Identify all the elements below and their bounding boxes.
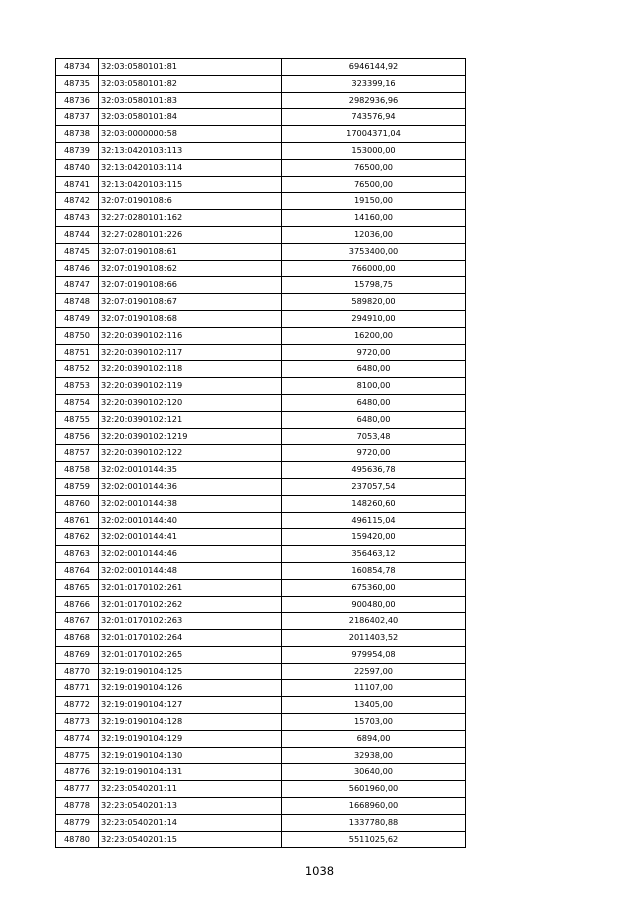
cadastral-value-cell: 76500,00 xyxy=(282,159,466,176)
cadastral-number-cell: 32:19:0190104:129 xyxy=(99,730,282,747)
table-row xyxy=(56,109,466,126)
row-number-cell: 48754 xyxy=(56,394,99,411)
table-row xyxy=(56,747,466,764)
table-row xyxy=(56,310,466,327)
row-number-cell: 48758 xyxy=(56,462,99,479)
cadastral-number-cell: 32:01:0170102:262 xyxy=(99,596,282,613)
cadastral-value-table xyxy=(55,58,466,848)
cadastral-number-cell: 32:19:0190104:131 xyxy=(99,764,282,781)
cadastral-number-cell: 32:20:0390102:116 xyxy=(99,327,282,344)
table-row xyxy=(56,630,466,647)
row-number-cell: 48736 xyxy=(56,92,99,109)
cadastral-number-cell: 32:03:0580101:84 xyxy=(99,109,282,126)
table-row xyxy=(56,613,466,630)
cadastral-value-cell: 11107,00 xyxy=(282,680,466,697)
cadastral-number-cell: 32:03:0580101:82 xyxy=(99,75,282,92)
cadastral-number-cell: 32:27:0280101:226 xyxy=(99,226,282,243)
cadastral-value-cell: 6894,00 xyxy=(282,730,466,747)
cadastral-value-cell: 153000,00 xyxy=(282,142,466,159)
cadastral-number-cell: 32:07:0190108:6 xyxy=(99,193,282,210)
row-number-cell: 48738 xyxy=(56,126,99,143)
row-number-cell: 48776 xyxy=(56,764,99,781)
cadastral-value-cell: 496115,04 xyxy=(282,512,466,529)
table-row xyxy=(56,714,466,731)
row-number-cell: 48768 xyxy=(56,630,99,647)
row-number-cell: 48762 xyxy=(56,529,99,546)
cadastral-value-cell: 356463,12 xyxy=(282,546,466,563)
row-number-cell: 48753 xyxy=(56,378,99,395)
cadastral-number-cell: 32:19:0190104:128 xyxy=(99,714,282,731)
cadastral-number-cell: 32:20:0390102:122 xyxy=(99,445,282,462)
cadastral-number-cell: 32:07:0190108:62 xyxy=(99,260,282,277)
table-row xyxy=(56,378,466,395)
cadastral-number-cell: 32:02:0010144:35 xyxy=(99,462,282,479)
cadastral-number-cell: 32:07:0190108:61 xyxy=(99,243,282,260)
table-row xyxy=(56,428,466,445)
cadastral-value-cell: 1668960,00 xyxy=(282,798,466,815)
cadastral-number-cell: 32:03:0580101:83 xyxy=(99,92,282,109)
table-row xyxy=(56,562,466,579)
cadastral-value-cell: 30640,00 xyxy=(282,764,466,781)
row-number-cell: 48764 xyxy=(56,562,99,579)
row-number-cell: 48775 xyxy=(56,747,99,764)
cadastral-number-cell: 32:20:0390102:1219 xyxy=(99,428,282,445)
cadastral-number-cell: 32:23:0540201:11 xyxy=(99,781,282,798)
row-number-cell: 48778 xyxy=(56,798,99,815)
cadastral-number-cell: 32:07:0190108:68 xyxy=(99,310,282,327)
cadastral-number-cell: 32:07:0190108:67 xyxy=(99,294,282,311)
table-row xyxy=(56,579,466,596)
cadastral-number-cell: 32:19:0190104:125 xyxy=(99,663,282,680)
table-row xyxy=(56,663,466,680)
cadastral-value-cell: 12036,00 xyxy=(282,226,466,243)
row-number-cell: 48769 xyxy=(56,646,99,663)
cadastral-value-cell: 5511025,62 xyxy=(282,831,466,848)
cadastral-value-cell: 900480,00 xyxy=(282,596,466,613)
cadastral-value-cell: 13405,00 xyxy=(282,697,466,714)
cadastral-number-cell: 32:13:0420103:114 xyxy=(99,159,282,176)
cadastral-value-cell: 979954,08 xyxy=(282,646,466,663)
cadastral-number-cell: 32:20:0390102:121 xyxy=(99,411,282,428)
row-number-cell: 48742 xyxy=(56,193,99,210)
table-row xyxy=(56,210,466,227)
table-row xyxy=(56,176,466,193)
cadastral-value-cell: 148260,60 xyxy=(282,495,466,512)
table-row xyxy=(56,344,466,361)
row-number-cell: 48756 xyxy=(56,428,99,445)
cadastral-value-cell: 294910,00 xyxy=(282,310,466,327)
table-row xyxy=(56,445,466,462)
row-number-cell: 48749 xyxy=(56,310,99,327)
row-number-cell: 48777 xyxy=(56,781,99,798)
row-number-cell: 48755 xyxy=(56,411,99,428)
row-number-cell: 48740 xyxy=(56,159,99,176)
table-row xyxy=(56,730,466,747)
cadastral-number-cell: 32:01:0170102:264 xyxy=(99,630,282,647)
table-row xyxy=(56,277,466,294)
cadastral-value-cell: 323399,16 xyxy=(282,75,466,92)
cadastral-value-cell: 5601960,00 xyxy=(282,781,466,798)
cadastral-number-cell: 32:02:0010144:38 xyxy=(99,495,282,512)
table-row xyxy=(56,92,466,109)
table-row xyxy=(56,462,466,479)
cadastral-value-cell: 19150,00 xyxy=(282,193,466,210)
table-row xyxy=(56,394,466,411)
cadastral-number-cell: 32:01:0170102:265 xyxy=(99,646,282,663)
row-number-cell: 48759 xyxy=(56,478,99,495)
table-row xyxy=(56,159,466,176)
table-row xyxy=(56,495,466,512)
cadastral-value-cell: 766000,00 xyxy=(282,260,466,277)
cadastral-value-cell: 14160,00 xyxy=(282,210,466,227)
cadastral-value-cell: 2982936,96 xyxy=(282,92,466,109)
table-row xyxy=(56,546,466,563)
row-number-cell: 48774 xyxy=(56,730,99,747)
cadastral-value-cell: 675360,00 xyxy=(282,579,466,596)
cadastral-number-cell: 32:02:0010144:41 xyxy=(99,529,282,546)
table-row xyxy=(56,814,466,831)
row-number-cell: 48746 xyxy=(56,260,99,277)
table-row xyxy=(56,798,466,815)
cadastral-value-cell: 32938,00 xyxy=(282,747,466,764)
cadastral-number-cell: 32:23:0540201:14 xyxy=(99,814,282,831)
table-row xyxy=(56,243,466,260)
row-number-cell: 48748 xyxy=(56,294,99,311)
table-row xyxy=(56,529,466,546)
row-number-cell: 48760 xyxy=(56,495,99,512)
row-number-cell: 48735 xyxy=(56,75,99,92)
row-number-cell: 48757 xyxy=(56,445,99,462)
cadastral-value-cell: 589820,00 xyxy=(282,294,466,311)
cadastral-value-cell: 159420,00 xyxy=(282,529,466,546)
table-row xyxy=(56,294,466,311)
cadastral-number-cell: 32:02:0010144:46 xyxy=(99,546,282,563)
row-number-cell: 48745 xyxy=(56,243,99,260)
cadastral-value-cell: 15703,00 xyxy=(282,714,466,731)
cadastral-number-cell: 32:01:0170102:263 xyxy=(99,613,282,630)
cadastral-value-cell: 3753400,00 xyxy=(282,243,466,260)
table-row xyxy=(56,831,466,848)
cadastral-number-cell: 32:03:0000000:58 xyxy=(99,126,282,143)
cadastral-value-cell: 237057,54 xyxy=(282,478,466,495)
cadastral-value-cell: 495636,78 xyxy=(282,462,466,479)
table-row xyxy=(56,411,466,428)
cadastral-number-cell: 32:02:0010144:36 xyxy=(99,478,282,495)
table-row xyxy=(56,142,466,159)
row-number-cell: 48773 xyxy=(56,714,99,731)
cadastral-number-cell: 32:27:0280101:162 xyxy=(99,210,282,227)
cadastral-number-cell: 32:03:0580101:81 xyxy=(99,59,282,76)
cadastral-value-cell: 7053,48 xyxy=(282,428,466,445)
row-number-cell: 48734 xyxy=(56,59,99,76)
table-row xyxy=(56,764,466,781)
page-number: 1038 xyxy=(304,864,335,878)
cadastral-value-cell: 2011403,52 xyxy=(282,630,466,647)
cadastral-number-cell: 32:23:0540201:13 xyxy=(99,798,282,815)
table-row xyxy=(56,697,466,714)
cadastral-number-cell: 32:19:0190104:127 xyxy=(99,697,282,714)
cadastral-value-cell: 1337780,88 xyxy=(282,814,466,831)
table-row xyxy=(56,361,466,378)
cadastral-number-cell: 32:13:0420103:115 xyxy=(99,176,282,193)
cadastral-value-cell: 15798,75 xyxy=(282,277,466,294)
table-body xyxy=(56,59,466,848)
cadastral-value-cell: 76500,00 xyxy=(282,176,466,193)
cadastral-value-cell: 6480,00 xyxy=(282,361,466,378)
row-number-cell: 48771 xyxy=(56,680,99,697)
cadastral-value-cell: 17004371,04 xyxy=(282,126,466,143)
cadastral-number-cell: 32:02:0010144:48 xyxy=(99,562,282,579)
row-number-cell: 48743 xyxy=(56,210,99,227)
cadastral-value-cell: 160854,78 xyxy=(282,562,466,579)
table-row xyxy=(56,260,466,277)
table-row xyxy=(56,126,466,143)
cadastral-number-cell: 32:23:0540201:15 xyxy=(99,831,282,848)
row-number-cell: 48763 xyxy=(56,546,99,563)
cadastral-number-cell: 32:20:0390102:119 xyxy=(99,378,282,395)
cadastral-value-cell: 9720,00 xyxy=(282,445,466,462)
cadastral-number-cell: 32:20:0390102:120 xyxy=(99,394,282,411)
cadastral-number-cell: 32:13:0420103:113 xyxy=(99,142,282,159)
cadastral-value-cell: 6480,00 xyxy=(282,411,466,428)
cadastral-value-cell: 743576,94 xyxy=(282,109,466,126)
cadastral-value-cell: 9720,00 xyxy=(282,344,466,361)
cadastral-number-cell: 32:07:0190108:66 xyxy=(99,277,282,294)
cadastral-number-cell: 32:01:0170102:261 xyxy=(99,579,282,596)
table-row xyxy=(56,680,466,697)
row-number-cell: 48744 xyxy=(56,226,99,243)
row-number-cell: 48766 xyxy=(56,596,99,613)
cadastral-number-cell: 32:19:0190104:126 xyxy=(99,680,282,697)
cadastral-value-cell: 16200,00 xyxy=(282,327,466,344)
row-number-cell: 48751 xyxy=(56,344,99,361)
table-row xyxy=(56,59,466,76)
row-number-cell: 48761 xyxy=(56,512,99,529)
table-row xyxy=(56,512,466,529)
row-number-cell: 48752 xyxy=(56,361,99,378)
cadastral-number-cell: 32:20:0390102:117 xyxy=(99,344,282,361)
table-row xyxy=(56,193,466,210)
cadastral-value-cell: 2186402,40 xyxy=(282,613,466,630)
row-number-cell: 48741 xyxy=(56,176,99,193)
table-row xyxy=(56,646,466,663)
cadastral-value-cell: 6480,00 xyxy=(282,394,466,411)
row-number-cell: 48779 xyxy=(56,814,99,831)
row-number-cell: 48750 xyxy=(56,327,99,344)
cadastral-number-cell: 32:19:0190104:130 xyxy=(99,747,282,764)
cadastral-number-cell: 32:02:0010144:40 xyxy=(99,512,282,529)
row-number-cell: 48767 xyxy=(56,613,99,630)
cadastral-number-cell: 32:20:0390102:118 xyxy=(99,361,282,378)
row-number-cell: 48739 xyxy=(56,142,99,159)
cadastral-value-cell: 22597,00 xyxy=(282,663,466,680)
table-row xyxy=(56,75,466,92)
table-row xyxy=(56,781,466,798)
row-number-cell: 48747 xyxy=(56,277,99,294)
cadastral-value-cell: 6946144,92 xyxy=(282,59,466,76)
row-number-cell: 48765 xyxy=(56,579,99,596)
table-row xyxy=(56,226,466,243)
cadastral-value-cell: 8100,00 xyxy=(282,378,466,395)
row-number-cell: 48770 xyxy=(56,663,99,680)
row-number-cell: 48772 xyxy=(56,697,99,714)
table-row xyxy=(56,478,466,495)
row-number-cell: 48780 xyxy=(56,831,99,848)
table-row xyxy=(56,327,466,344)
table-row xyxy=(56,596,466,613)
row-number-cell: 48737 xyxy=(56,109,99,126)
